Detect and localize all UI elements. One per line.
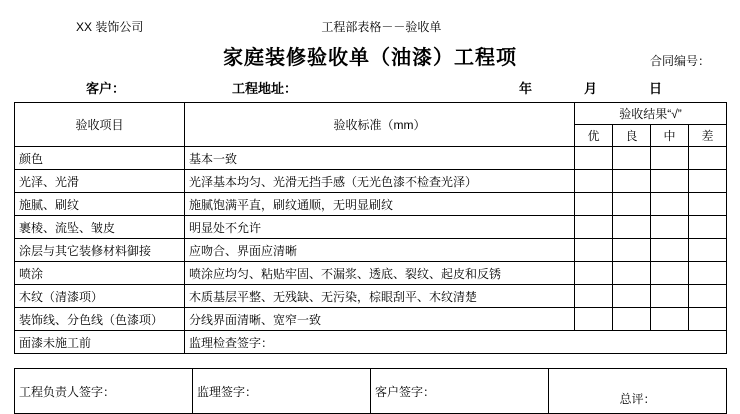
form-name: 工程部表格－－验收单 bbox=[321, 20, 442, 34]
row-standard: 基本一致 bbox=[185, 147, 575, 170]
signature-table bbox=[14, 368, 727, 414]
total-evaluation-field[interactable] bbox=[549, 369, 727, 414]
row-check-poor[interactable] bbox=[689, 262, 727, 285]
row-check-excellent[interactable] bbox=[575, 170, 613, 193]
title-row bbox=[14, 37, 726, 71]
table-row bbox=[15, 193, 727, 216]
row-check-good[interactable] bbox=[613, 170, 651, 193]
row-item: 木纹（清漆项） bbox=[15, 285, 185, 308]
row-standard: 光泽基本均匀、光滑无挡手感（无光色漆不检查光泽） bbox=[185, 170, 575, 193]
row-check-good[interactable] bbox=[613, 285, 651, 308]
row-check-fair[interactable] bbox=[651, 216, 689, 239]
row-item: 涂层与其它装修材料御接 bbox=[15, 239, 185, 262]
address-label: 工程地址： bbox=[232, 81, 298, 96]
client-info-row bbox=[14, 73, 726, 99]
document-header bbox=[14, 18, 726, 37]
company-name: XX 装饰公司 bbox=[76, 20, 144, 34]
row-check-poor[interactable] bbox=[689, 285, 727, 308]
row-standard: 应吻合、界面应清晰 bbox=[185, 239, 575, 262]
row-check-excellent[interactable] bbox=[575, 147, 613, 170]
row-check-poor[interactable] bbox=[689, 239, 727, 262]
table-row bbox=[15, 308, 727, 331]
row-check-excellent[interactable] bbox=[575, 308, 613, 331]
table-row bbox=[15, 285, 727, 308]
row-check-fair[interactable] bbox=[651, 308, 689, 331]
row-check-excellent[interactable] bbox=[575, 262, 613, 285]
row-check-good[interactable] bbox=[613, 216, 651, 239]
row-check-fair[interactable] bbox=[651, 147, 689, 170]
row-check-poor[interactable] bbox=[689, 147, 727, 170]
acceptance-table bbox=[14, 102, 727, 354]
year-label: 年 bbox=[519, 81, 533, 96]
row-check-excellent[interactable] bbox=[575, 216, 613, 239]
row-check-fair[interactable] bbox=[651, 170, 689, 193]
row-check-poor[interactable] bbox=[689, 308, 727, 331]
table-row bbox=[15, 147, 727, 170]
row-check-fair[interactable] bbox=[651, 262, 689, 285]
engineer-signature-field[interactable]: 工程负责人签字： bbox=[15, 369, 193, 414]
row-check-poor[interactable] bbox=[689, 216, 727, 239]
row-standard: 木质基层平整、无残缺、无污染，棕眼刮平、木纹清楚 bbox=[185, 285, 575, 308]
grade-good: 良 bbox=[613, 125, 651, 147]
row-item: 光泽、光滑 bbox=[15, 170, 185, 193]
row-item: 装饰线、分色线（色漆项） bbox=[15, 308, 185, 331]
row-check-poor[interactable] bbox=[689, 193, 727, 216]
row-item: 施腻、刷纹 bbox=[15, 193, 185, 216]
signature-row bbox=[15, 369, 727, 414]
col-header-standard: 验收标准（mm） bbox=[185, 103, 575, 147]
row-check-good[interactable] bbox=[613, 308, 651, 331]
table-header-row-1 bbox=[15, 103, 727, 125]
grade-excellent: 优 bbox=[575, 125, 613, 147]
row-check-good[interactable] bbox=[613, 193, 651, 216]
row-check-good[interactable] bbox=[613, 239, 651, 262]
supervisor-signature-field[interactable]: 监理签字： bbox=[193, 369, 371, 414]
row-check-good[interactable] bbox=[613, 262, 651, 285]
total-evaluation-label: 总评： bbox=[619, 391, 656, 406]
grade-poor: 差 bbox=[689, 125, 727, 147]
row-check-excellent[interactable] bbox=[575, 239, 613, 262]
table-row bbox=[15, 262, 727, 285]
col-header-item: 验收项目 bbox=[15, 103, 185, 147]
table-row bbox=[15, 216, 727, 239]
client-signature-field[interactable]: 客户签字： bbox=[371, 369, 549, 414]
client-label: 客户： bbox=[86, 81, 126, 96]
row-check-poor[interactable] bbox=[689, 170, 727, 193]
row-check-excellent[interactable] bbox=[575, 193, 613, 216]
row-check-excellent[interactable] bbox=[575, 285, 613, 308]
month-label: 月 bbox=[584, 81, 598, 96]
table-row bbox=[15, 170, 727, 193]
row-check-fair[interactable] bbox=[651, 239, 689, 262]
row-item: 颜色 bbox=[15, 147, 185, 170]
row-item: 喷涂 bbox=[15, 262, 185, 285]
contract-number-label: 合同编号： bbox=[649, 54, 710, 68]
day-label: 日 bbox=[649, 81, 663, 96]
table-row bbox=[15, 239, 727, 262]
grade-fair: 中 bbox=[651, 125, 689, 147]
row-standard: 明显处不允许 bbox=[185, 216, 575, 239]
row-check-fair[interactable] bbox=[651, 285, 689, 308]
final-inspection-row bbox=[15, 331, 727, 354]
col-header-result: 验收结果“√” bbox=[575, 103, 727, 125]
final-row-standard[interactable]: 监理检查签字： bbox=[185, 331, 727, 354]
final-row-item: 面漆未施工前 bbox=[15, 331, 185, 354]
row-check-fair[interactable] bbox=[651, 193, 689, 216]
row-standard: 喷涂应均匀、粘贴牢固、不漏浆、透底、裂纹、起皮和反锈 bbox=[185, 262, 575, 285]
page-title: 家庭装修验收单（油漆）工程项 bbox=[223, 47, 517, 69]
row-item: 裹棱、流坠、皱皮 bbox=[15, 216, 185, 239]
row-check-good[interactable] bbox=[613, 147, 651, 170]
row-standard: 分线界面清晰、宽窄一致 bbox=[185, 308, 575, 331]
row-standard: 施腻饱满平直，刷纹通顺，无明显刷纹 bbox=[185, 193, 575, 216]
